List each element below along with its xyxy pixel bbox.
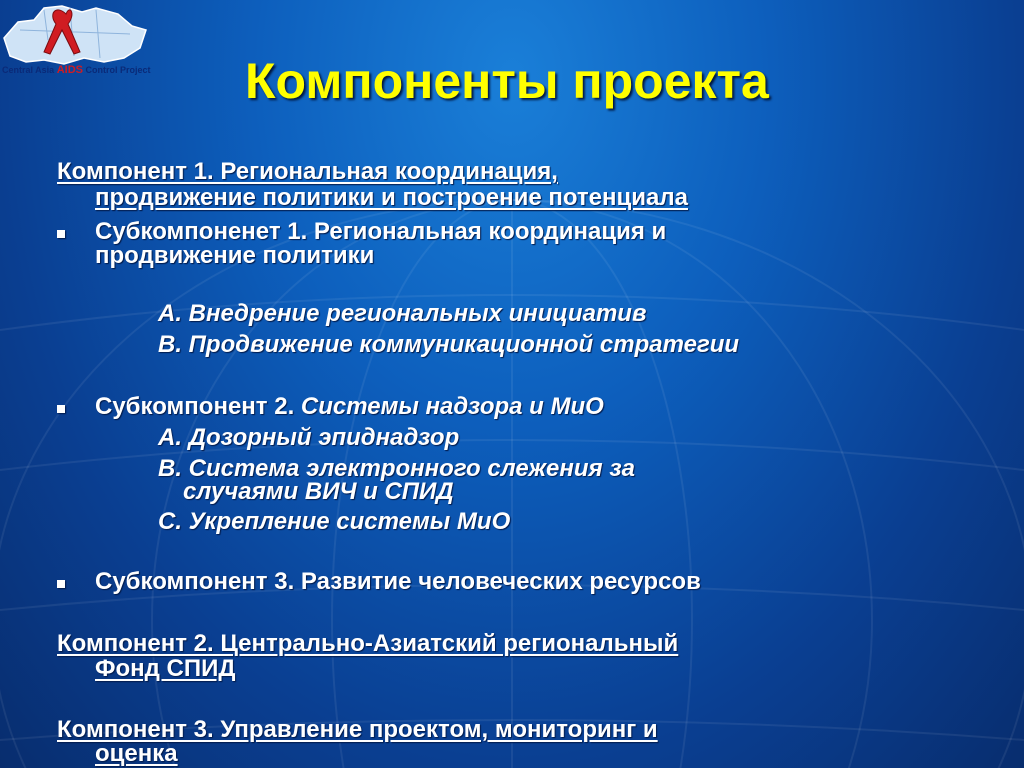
subcomponent-2-item-b: В. Система электронного слежения за: [158, 455, 635, 482]
subcomponent-2-label: Субкомпонент 2.: [95, 393, 301, 420]
logo-caption: Central Asia AIDS Control Project: [2, 64, 151, 76]
subcomponent-1-item-b: В. Продвижение коммуникационной стратегии: [158, 331, 740, 358]
component-1-heading: Компонент 1. Региональная координация,: [57, 158, 558, 185]
page-title: Компоненты проекта: [245, 53, 769, 109]
subcomponent-2-title: Системы надзора и МиО: [300, 393, 604, 420]
subcomponent-2-heading: [95, 395, 604, 419]
component-2-heading: Компонент 2. Центрально-Азиатский региональный: [57, 630, 679, 657]
bullet-icon: [57, 230, 65, 238]
component-1-heading-cont: продвижение политики и построение потенциала: [95, 184, 688, 211]
component-2-heading-cont: Фонд СПИД: [95, 655, 236, 682]
project-logo: [0, 0, 150, 88]
bullet-icon: [57, 405, 65, 413]
component-3-heading: Компонент 3. Управление проектом, мониторинг и: [57, 716, 658, 743]
component-3-heading-cont: оценка: [95, 740, 178, 767]
subcomponent-2-item-a: А. Дозорный эпиднадзор: [158, 424, 460, 451]
subcomponent-1-heading: Субкомпоненет 1. Региональная координация и: [95, 218, 667, 245]
subcomponent-3-heading: Субкомпонент 3. Развитие человеческих ресурсов: [95, 568, 701, 595]
bullet-icon: [57, 580, 65, 588]
subcomponent-2-item-c: С. Укрепление системы МиО: [158, 508, 511, 535]
subcomponent-1-heading-cont: продвижение политики: [95, 242, 375, 269]
subcomponent-2-item-b-cont: случаями ВИЧ и СПИД: [183, 478, 454, 505]
subcomponent-1-item-a: А. Внедрение региональных инициатив: [158, 300, 647, 327]
